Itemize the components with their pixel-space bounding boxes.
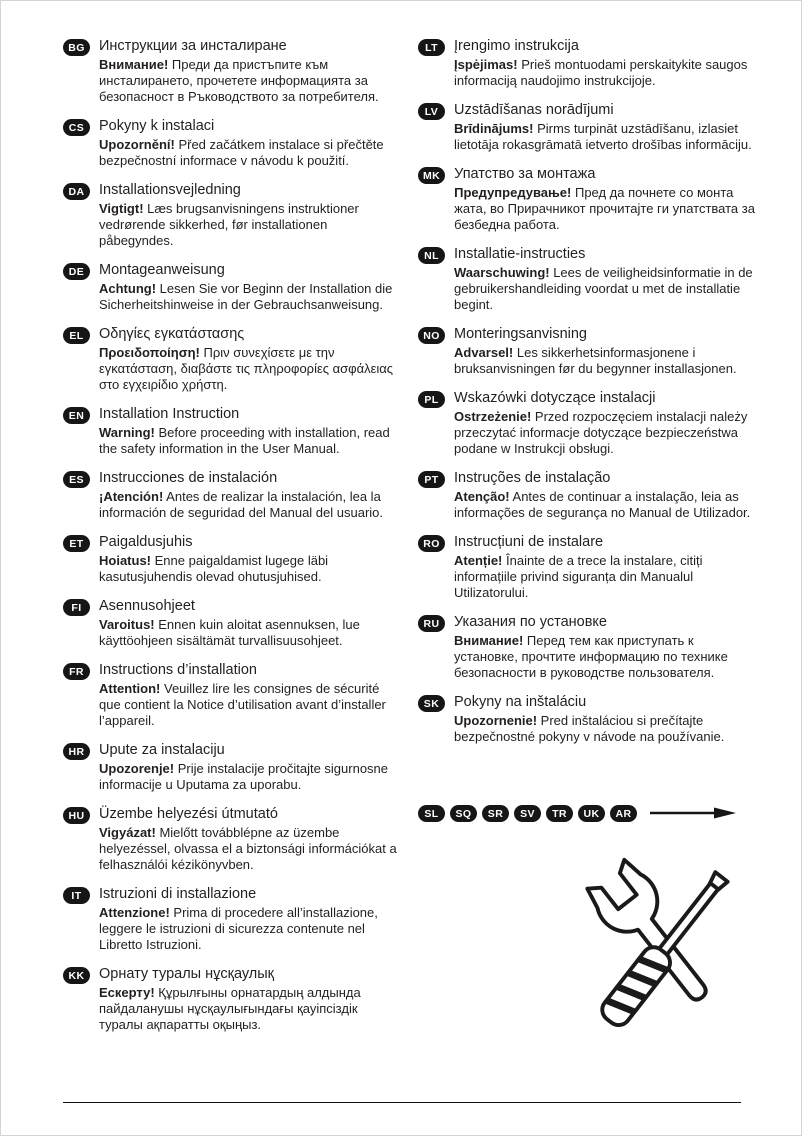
language-entry	[418, 102, 755, 153]
language-code-badge: NL	[418, 247, 445, 264]
language-entry	[63, 966, 400, 1033]
language-code-badge: LT	[418, 39, 445, 56]
language-code-badge: DA	[63, 183, 90, 200]
warning-text: Įspėjimas! Prieš montuodami perskaitykite saugos informaciją naudojimo instrukcijoje.	[454, 57, 748, 88]
language-code-badge: RO	[418, 535, 445, 552]
warning-text: Vigtigt! Læs brugsanvisningens instruktioner vedrørende sikkerhed, før installationen påbegyndes.	[99, 201, 359, 248]
entry-text	[99, 534, 400, 585]
language-entry	[63, 598, 400, 649]
warning-text: Upozornenie! Pred inštaláciou si prečítajte bezpečnostné pokyny v návode na používanie.	[454, 713, 725, 744]
warning-text: Warning! Before proceeding with installation, read the safety information in the User Manual.	[99, 425, 390, 456]
entry-text	[99, 326, 400, 393]
language-code-badge: IT	[63, 887, 90, 904]
language-entry	[418, 390, 755, 457]
language-entry	[63, 806, 400, 873]
entry-text	[454, 694, 755, 745]
entry-text	[99, 662, 400, 729]
language-code-badge: SL	[418, 805, 445, 822]
column-right	[418, 38, 755, 1061]
manual-page	[63, 38, 755, 1061]
warning-text: Внимание! Перед тем как приступать к установке, прочтите информацию по технике безопасности в руководстве пользователя.	[454, 633, 728, 680]
language-code-badge: EL	[63, 327, 90, 344]
entry-text	[99, 406, 400, 457]
language-entry	[418, 326, 755, 377]
language-code-badge: ES	[63, 471, 90, 488]
language-title: Instructions d’installation	[99, 662, 257, 678]
entry-text	[454, 534, 755, 601]
language-code-badge: HU	[63, 807, 90, 824]
language-entry	[418, 246, 755, 313]
language-title: Asennusohjeet	[99, 598, 195, 614]
warning-text: Upozorenje! Prije instalacije pročitajte sigurnosne informacije u Uputama za uporabu.	[99, 761, 389, 792]
additional-languages-row	[418, 804, 755, 822]
wrench-screwdriver-icon	[548, 851, 753, 1056]
warning-text: Ескерту! Құрылғыны орнатардың алдында пайдаланушы нұсқаулығындағы қауіпсіздік туралы ақпаратты оқыңыз.	[99, 985, 361, 1032]
entry-text	[99, 38, 400, 105]
language-title: Instrucțiuni de instalare	[454, 534, 604, 550]
language-code-badge: EN	[63, 407, 90, 424]
warning-text: Atenție! Înainte de a trece la instalare, citiți informațiile privind siguranța din Manualul Utilizatorului.	[454, 553, 703, 600]
language-entry	[418, 534, 755, 601]
language-title: Installatie-instructies	[454, 246, 586, 262]
language-title: Uzstādīšanas norādījumi	[454, 102, 614, 118]
language-title: Istruzioni di installazione	[99, 886, 257, 902]
entry-text	[454, 326, 755, 377]
page-bottom-rule	[63, 1102, 741, 1103]
language-code-badge: ET	[63, 535, 90, 552]
language-entry	[63, 118, 400, 169]
language-code-badge: UK	[578, 805, 605, 822]
warning-text: Внимание! Преди да пристъпите към инсталирането, прочетете информацията за безопасност в Ръководството за потребителя.	[99, 57, 379, 104]
entry-text	[454, 102, 755, 153]
warning-text: ¡Atención! Antes de realizar la instalación, lea la información de seguridad del Manual del usuario.	[99, 489, 384, 520]
language-title: Орнату туралы нұсқаулық	[99, 966, 275, 982]
language-code-badge: NO	[418, 327, 445, 344]
language-entry	[63, 534, 400, 585]
entry-text	[99, 470, 400, 521]
entry-text	[99, 806, 400, 873]
warning-text: Upozornění! Před začátkem instalace si přečtěte bezpečnostní informace v návodu k použití.	[99, 137, 384, 168]
language-entry	[418, 614, 755, 681]
warning-text: Vigyázat! Mielőtt továbblépne az üzembe helyezéssel, olvassa el a biztonsági információkat a felhasználói kézikönyvben.	[99, 825, 397, 872]
language-title: Instrucciones de instalación	[99, 470, 278, 486]
language-entry	[63, 262, 400, 313]
language-title: Инструкции за инсталиране	[99, 38, 287, 54]
language-code-badge: FR	[63, 663, 90, 680]
entry-text	[454, 38, 755, 89]
language-entry	[63, 886, 400, 953]
entry-text	[454, 246, 755, 313]
language-entry	[418, 166, 755, 233]
warning-text: Advarsel! Les sikkerhetsinformasjonene i bruksanvisningen før du begynner installasjonen.	[454, 345, 737, 376]
language-code-badge: DE	[63, 263, 90, 280]
language-title: Wskazówki dotyczące instalacji	[454, 390, 656, 406]
language-entry	[63, 326, 400, 393]
warning-text: Brīdinājums! Pirms turpināt uzstādīšanu, izlasiet lietotāja rokasgrāmatā ietverto drošības informāciju.	[454, 121, 752, 152]
language-entry	[63, 662, 400, 729]
language-title: Installationsvejledning	[99, 182, 241, 198]
entry-text	[99, 182, 400, 249]
language-title: Pokyny k instalaci	[99, 118, 215, 134]
warning-text: Attenzione! Prima di procedere all’installazione, leggere le istruzioni di sicurezza contenute nel Libretto Istruzioni.	[99, 905, 378, 952]
language-code-badge: PT	[418, 471, 445, 488]
warning-text: Hoiatus! Enne paigaldamist lugege läbi kasutusjuhendis olevad ohutusjuhised.	[99, 553, 329, 584]
language-code-badge: BG	[63, 39, 90, 56]
wrench-shape	[582, 856, 726, 1016]
language-code-badge: CS	[63, 119, 90, 136]
language-title: Упатство за монтажа	[454, 166, 596, 182]
right-arrow-icon	[650, 807, 736, 819]
warning-text: Waarschuwing! Lees de veiligheidsinformatie in de gebruikershandleiding voordat u met de installatie begint.	[454, 265, 753, 312]
entry-text	[99, 598, 400, 649]
language-code-badge: HR	[63, 743, 90, 760]
language-code-badge: SR	[482, 805, 509, 822]
language-code-badge: AR	[610, 805, 637, 822]
entry-text	[99, 742, 400, 793]
language-title: Üzembe helyezési útmutató	[99, 806, 278, 822]
entry-text	[454, 614, 755, 681]
language-entry	[418, 470, 755, 521]
right-entries	[418, 38, 755, 745]
language-code-badge: SV	[514, 805, 541, 822]
language-title: Upute za instalaciju	[99, 742, 225, 758]
language-title: Paigaldusjuhis	[99, 534, 193, 550]
language-entry	[63, 742, 400, 793]
tools-illustration-wrap	[548, 851, 755, 1061]
language-code-badge: KK	[63, 967, 90, 984]
entry-text	[454, 166, 755, 233]
entry-text	[454, 470, 755, 521]
language-entry	[418, 694, 755, 745]
warning-text: Attention! Veuillez lire les consignes de sécurité que contient la Notice d’utilisation avant d’installer l’appareil.	[99, 681, 386, 728]
language-title: Monteringsanvisning	[454, 326, 587, 342]
language-code-badge: SK	[418, 695, 445, 712]
column-left	[63, 38, 400, 1061]
language-title: Οδηγίες εγκατάστασης	[99, 326, 245, 342]
entry-text	[99, 118, 400, 169]
language-title: Pokyny na inštaláciu	[454, 694, 587, 710]
language-title: Указания по установке	[454, 614, 607, 630]
warning-text: Ostrzeżenie! Przed rozpoczęciem instalacji należy przeczytać informacje dotyczące bezpieczeństwa podane w Instrukcji obsługi.	[454, 409, 748, 456]
warning-text: Προειδοποίηση! Πριν συνεχίσετε με την εγκατάσταση, διαβάστε τις πληροφορίες ασφάλειας στο εγχειρίδιο χρήστη.	[99, 345, 394, 392]
language-title: Installation Instruction	[99, 406, 240, 422]
language-code-badge: SQ	[450, 805, 477, 822]
screwdriver-shape	[598, 868, 733, 1030]
language-entry	[418, 38, 755, 89]
language-entry	[63, 38, 400, 105]
language-title: Montageanweisung	[99, 262, 225, 278]
language-entry	[63, 182, 400, 249]
entry-text	[99, 966, 400, 1033]
warning-text: Varoitus! Ennen kuin aloitat asennuksen, lue käyttöohjeen sisältämät turvallisuusohjeet.	[99, 617, 360, 648]
warning-text: Предупредување! Пред да почнете со монта жата, во Прирачникот прочитајте ги упатствата за безбедна работа.	[454, 185, 755, 232]
entry-text	[99, 262, 400, 313]
warning-text: Achtung! Lesen Sie vor Beginn der Installation die Sicherheitshinweise in der Gebrauchsanweisung.	[99, 281, 393, 312]
warning-text: Atenção! Antes de continuar a instalação, leia as informações de segurança no Manual de Utilizador.	[454, 489, 751, 520]
entry-text	[454, 390, 755, 457]
language-title: Instruções de instalação	[454, 470, 611, 486]
language-code-badge: LV	[418, 103, 445, 120]
language-entry	[63, 406, 400, 457]
language-title: Įrengimo instrukcija	[454, 38, 579, 54]
language-code-badge: MK	[418, 167, 445, 184]
language-code-badge: PL	[418, 391, 445, 408]
language-code-badge: RU	[418, 615, 445, 632]
language-code-badge: FI	[63, 599, 90, 616]
language-code-badge: TR	[546, 805, 573, 822]
entry-text	[99, 886, 400, 953]
language-entry	[63, 470, 400, 521]
